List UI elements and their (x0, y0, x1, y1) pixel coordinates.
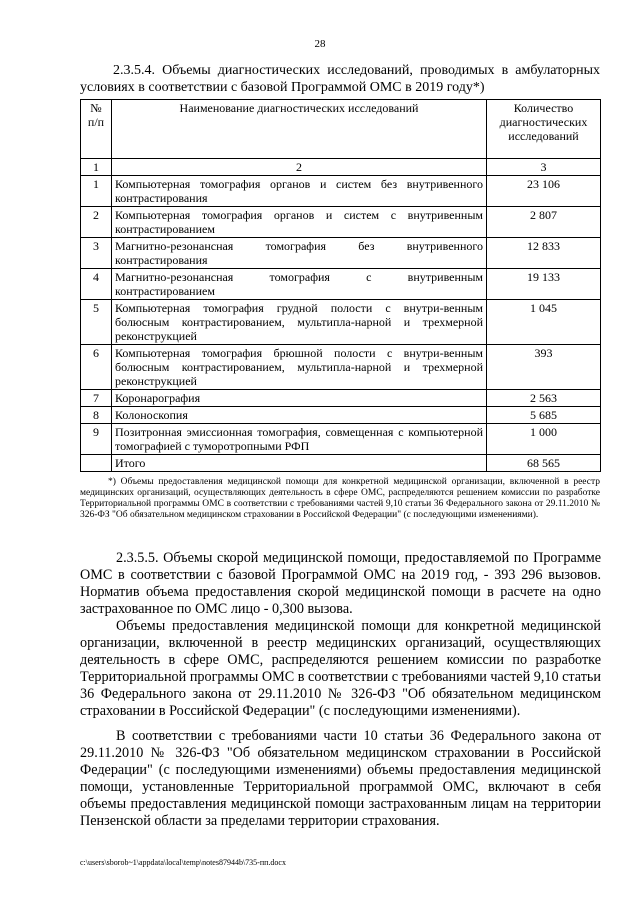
row-num: 3 (81, 238, 112, 269)
page-number: 28 (314, 38, 326, 50)
row-qty: 12 833 (487, 238, 601, 269)
total-label: Итого (112, 455, 487, 472)
table-row (81, 269, 601, 300)
row-qty: 1 045 (487, 300, 601, 345)
row-num: 2 (81, 207, 112, 238)
index-cell: 3 (487, 159, 601, 176)
row-qty: 2 563 (487, 390, 601, 407)
row-num: 5 (81, 300, 112, 345)
table-row (81, 300, 601, 345)
row-num: 8 (81, 407, 112, 424)
total-row (81, 455, 601, 472)
row-name: Магнитно-резонансная томография без внутривенного контрастирования (112, 238, 487, 269)
table-row (81, 345, 601, 390)
table-row (81, 176, 601, 207)
header-num: № п/п (81, 100, 112, 159)
row-name: Компьютерная томография органов и систем с внутривенным контрастированием (112, 207, 487, 238)
row-name: Позитронная эмиссионная томография, совмещенная с компьютерной томографией с туморотропными РФП (112, 424, 487, 455)
index-cell: 1 (81, 159, 112, 176)
paragraph-ambulance: 2.3.5.5. Объемы скорой медицинской помощи, предоставляемой по Программе ОМС в соответствии с базовой Программой ОМС на 2019 год, - 393 296 вызовов. Норматив объема предоставления скорой медицинской помощи в расчете на одно застрахованное по ОМС лицо - 0,300 вызова. (80, 550, 601, 617)
index-cell: 2 (112, 159, 487, 176)
row-num: 4 (81, 269, 112, 300)
row-num: 9 (81, 424, 112, 455)
table-row (81, 390, 601, 407)
row-qty: 19 133 (487, 269, 601, 300)
header-name: Наименование диагностических исследований (112, 100, 487, 159)
table-row (81, 424, 601, 455)
table-row (81, 207, 601, 238)
table-row (81, 407, 601, 424)
table-header-row (81, 100, 601, 159)
row-name: Компьютерная томография органов и систем без внутривенного контрастирования (112, 176, 487, 207)
row-num: 6 (81, 345, 112, 390)
total-num (81, 455, 112, 472)
header-qty: Количество диагностических исследований (487, 100, 601, 159)
row-num: 1 (81, 176, 112, 207)
section-title: 2.3.5.4. Объемы диагностических исследований, проводимых в амбулаторных условиях в соответствии с базовой Программой ОМС в 2019 году*) (80, 63, 600, 95)
row-name: Компьютерная томография грудной полости с внутри-венным болюсным контрастированием, мультипла-нарной и трехмерной реконструкцией (112, 300, 487, 345)
paragraph-distribution: Объемы предоставления медицинской помощи для конкретной медицинской организации, включенной в реестр медицинских организаций, осуществляющих деятельность в сфере ОМС, распределяются решением комиссии по разработке Территориальной программы ОМС в соответствии с требованиями частей 9,10 статьи 36 Федерального закона от 29.11.2010 № 326-ФЗ "Об обязательном медицинском страховании в Российской Федерации" (с последующими изменениями). (80, 618, 601, 719)
diagnostics-table (80, 99, 601, 472)
table-row (81, 238, 601, 269)
index-row (81, 159, 601, 176)
footer-file-path: c:\users\sborob~1\appdata\local\temp\notes87944b\735-пп.docx (80, 858, 286, 867)
row-name: Коронарография (112, 390, 487, 407)
row-num: 7 (81, 390, 112, 407)
table-footnote (80, 477, 600, 521)
row-qty: 2 807 (487, 207, 601, 238)
row-name: Магнитно-резонансная томография с внутривенным контрастированием (112, 269, 487, 300)
row-name: Колоноскопия (112, 407, 487, 424)
row-qty: 393 (487, 345, 601, 390)
total-value: 68 565 (487, 455, 601, 472)
row-qty: 5 685 (487, 407, 601, 424)
paragraph-compliance: В соответствии с требованиями части 10 статьи 36 Федерального закона от 29.11.2010 № 326-ФЗ "Об обязательном медицинском страховании в Российской Федерации" (с последующими изменениями) объемы предоставления медицинской помощи, установленные Территориальной программой ОМС, включают в себя объемы предоставления медицинской помощи застрахованным лицам на территории Пензенской области за пределами территории страхования. (80, 728, 601, 829)
row-qty: 1 000 (487, 424, 601, 455)
footnote-text: *) Объемы предоставления медицинской помощи для конкретной медицинской организации, включенной в реестр медицинских организаций, осуществляющих деятельность в сфере ОМС, распределяются решением комиссии по разработке Территориальной программы ОМС в соответствии с требованиями частей 9,10 статьи 36 Федерального закона от 29.11.2010 № 326-ФЗ "Об обязательном медицинском страховании в Российской Федерации" (с последующими изменениями). (80, 477, 600, 520)
body-text (80, 550, 601, 830)
row-qty: 23 106 (487, 176, 601, 207)
row-name: Компьютерная томография брюшной полости с внутри-венным болюсным контрастированием, мультипла-нарной и трехмерной реконструкцией (112, 345, 487, 390)
